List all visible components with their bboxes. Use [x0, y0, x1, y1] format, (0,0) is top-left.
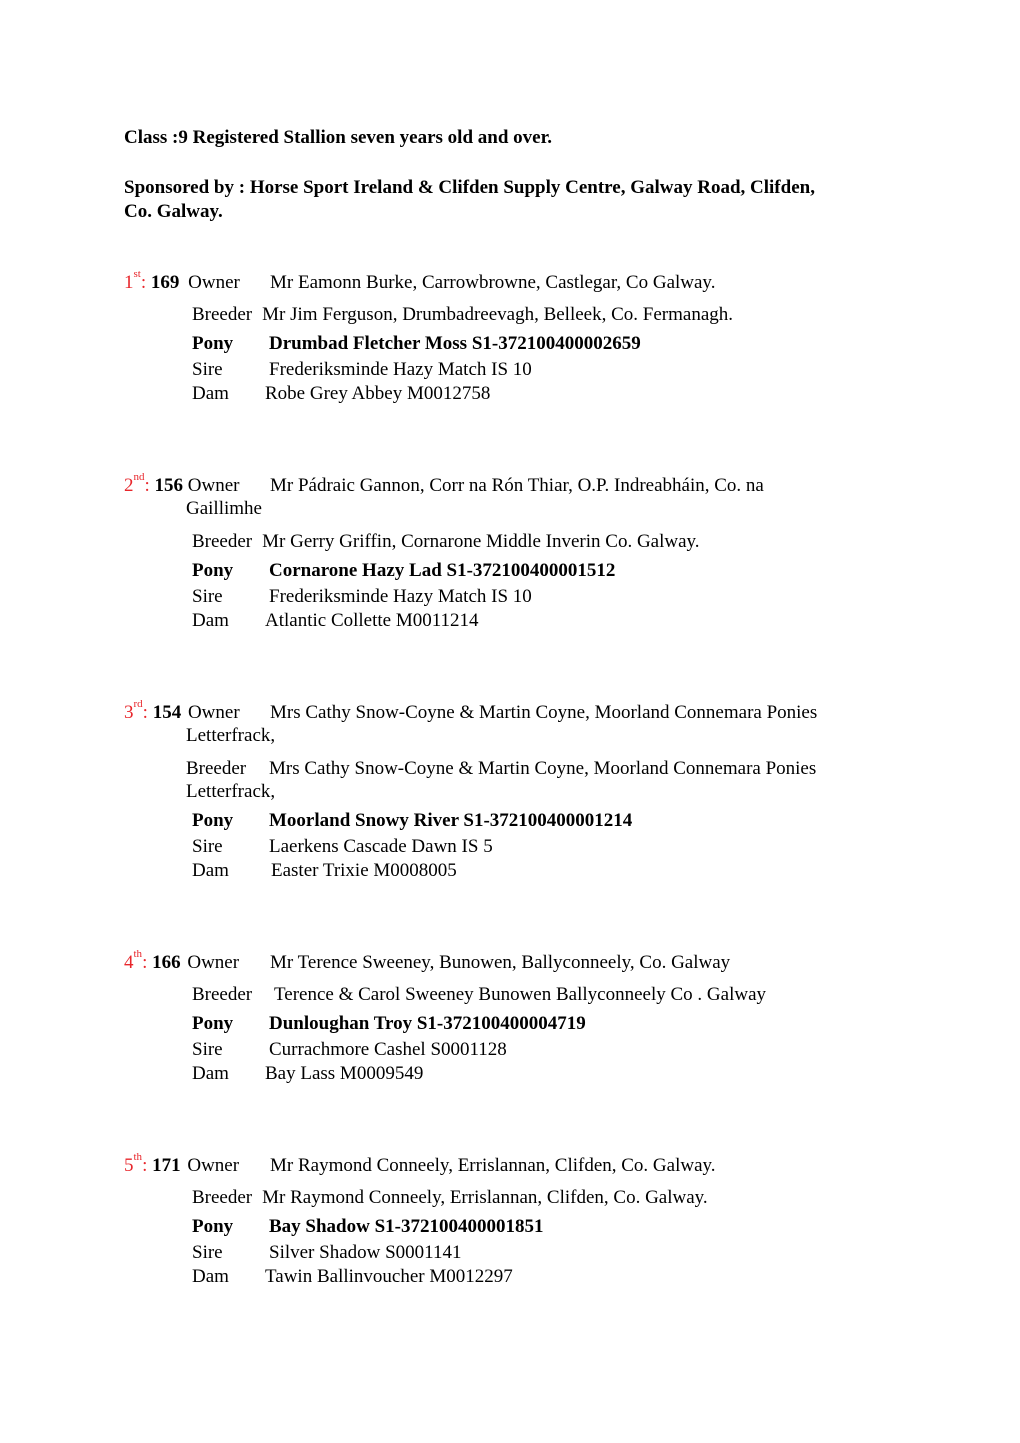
pony-name: Moorland Snowy River S1-372100400001214: [269, 810, 633, 831]
owner-name: Mr Pádraic Gannon, Corr na Rón Thiar, O.P. Indreabháin, Co. na: [270, 475, 764, 496]
sire-label: Sire: [192, 586, 223, 607]
entry-number: 171: [152, 1155, 181, 1176]
dam-label: Dam: [192, 860, 229, 881]
owner-name: Mr Eamonn Burke, Carrowbrowne, Castlegar, Co Galway.: [270, 272, 716, 293]
owner-label: Owner: [188, 272, 240, 293]
sire-name: Currachmore Cashel S0001128: [269, 1039, 507, 1060]
breeder-name: Mr Gerry Griffin, Cornarone Middle Inverin Co. Galway.: [262, 531, 700, 552]
class-title: Class :9 Registered Stallion seven years old and over.: [124, 127, 553, 148]
owner-row: [124, 1151, 240, 1177]
breeder-name-continued: Letterfrack,: [186, 781, 276, 802]
dam-label: Dam: [192, 1063, 229, 1084]
place-label: 1st:: [124, 268, 147, 293]
dam-label: Dam: [192, 1266, 229, 1287]
entry-number: 169: [150, 272, 180, 293]
pony-label: Pony: [192, 333, 234, 354]
place-label: 4th:: [124, 948, 148, 973]
sire-name: Frederiksminde Hazy Match IS 10: [269, 586, 532, 607]
dam-name: Easter Trixie M0008005: [271, 860, 457, 881]
sire-label: Sire: [192, 1039, 223, 1060]
place-label: 3rd:: [124, 698, 148, 723]
place-label: 2nd:: [124, 471, 150, 496]
sire-name: Frederiksminde Hazy Match IS 10: [269, 359, 532, 380]
breeder-label: Breeder: [192, 984, 253, 1005]
breeder-label: Breeder: [192, 304, 253, 325]
sire-label: Sire: [192, 359, 223, 380]
owner-row: [124, 471, 240, 497]
owner-name: Mr Terence Sweeney, Bunowen, Ballyconneely, Co. Galway: [270, 952, 731, 973]
dam-name: Bay Lass M0009549: [265, 1063, 424, 1084]
pony-label: Pony: [192, 1013, 234, 1034]
sponsor-line-2: Co. Galway.: [124, 201, 223, 222]
pony-name: Drumbad Fletcher Moss S1-372100400002659: [269, 333, 641, 354]
sire-name: Laerkens Cascade Dawn IS 5: [269, 836, 493, 857]
pony-name: Cornarone Hazy Lad S1-372100400001512: [269, 560, 616, 581]
owner-label: Owner: [187, 1155, 240, 1176]
dam-name: Atlantic Collette M0011214: [265, 610, 479, 631]
owner-row: [124, 698, 240, 724]
entry-number: 166: [152, 952, 181, 973]
pony-label: Pony: [192, 810, 234, 831]
pony-name: Bay Shadow S1-372100400001851: [269, 1216, 544, 1237]
owner-row: [124, 948, 240, 974]
entry-number: 156: [154, 475, 184, 496]
owner-name: Mrs Cathy Snow-Coyne & Martin Coyne, Moorland Connemara Ponies: [270, 702, 818, 723]
sire-name: Silver Shadow S0001141: [269, 1242, 462, 1263]
breeder-name: Mr Raymond Conneely, Errislannan, Clifden, Co. Galway.: [262, 1187, 708, 1208]
breeder-row: [192, 303, 733, 326]
sponsor-line-1: Sponsored by : Horse Sport Ireland & Clifden Supply Centre, Galway Road, Clifden,: [124, 177, 815, 198]
owner-label: Owner: [187, 952, 240, 973]
entry-number: 154: [152, 702, 182, 723]
owner-name-continued: Gaillimhe: [186, 498, 262, 519]
breeder-name: Mrs Cathy Snow-Coyne & Martin Coyne, Moorland Connemara Ponies: [269, 758, 817, 779]
dam-label: Dam: [192, 610, 229, 631]
breeder-label: Breeder: [192, 1187, 253, 1208]
pony-label: Pony: [192, 560, 234, 581]
dam-name: Robe Grey Abbey M0012758: [265, 383, 491, 404]
dam-label: Dam: [192, 383, 229, 404]
breeder-label: Breeder: [192, 531, 253, 552]
breeder-label: Breeder: [186, 758, 247, 779]
owner-label: Owner: [187, 702, 240, 723]
owner-name-continued: Letterfrack,: [186, 725, 276, 746]
owner-name: Mr Raymond Conneely, Errislannan, Clifden, Co. Galway.: [270, 1155, 716, 1176]
sponsor-text: [124, 176, 884, 224]
breeder-name: Terence & Carol Sweeney Bunowen Ballyconneely Co . Galway: [274, 984, 766, 1005]
sire-label: Sire: [192, 836, 223, 857]
owner-row: [124, 268, 240, 294]
owner-label: Owner: [187, 475, 240, 496]
place-label: 5th:: [124, 1151, 148, 1176]
pony-label: Pony: [192, 1216, 234, 1237]
dam-name: Tawin Ballinvoucher M0012297: [265, 1266, 513, 1287]
breeder-name: Mr Jim Ferguson, Drumbadreevagh, Belleek, Co. Fermanagh.: [262, 304, 734, 325]
pony-name: Dunloughan Troy S1-372100400004719: [269, 1013, 586, 1034]
breeder-row: [192, 1186, 708, 1209]
breeder-row: [192, 530, 700, 553]
sire-label: Sire: [192, 1242, 223, 1263]
